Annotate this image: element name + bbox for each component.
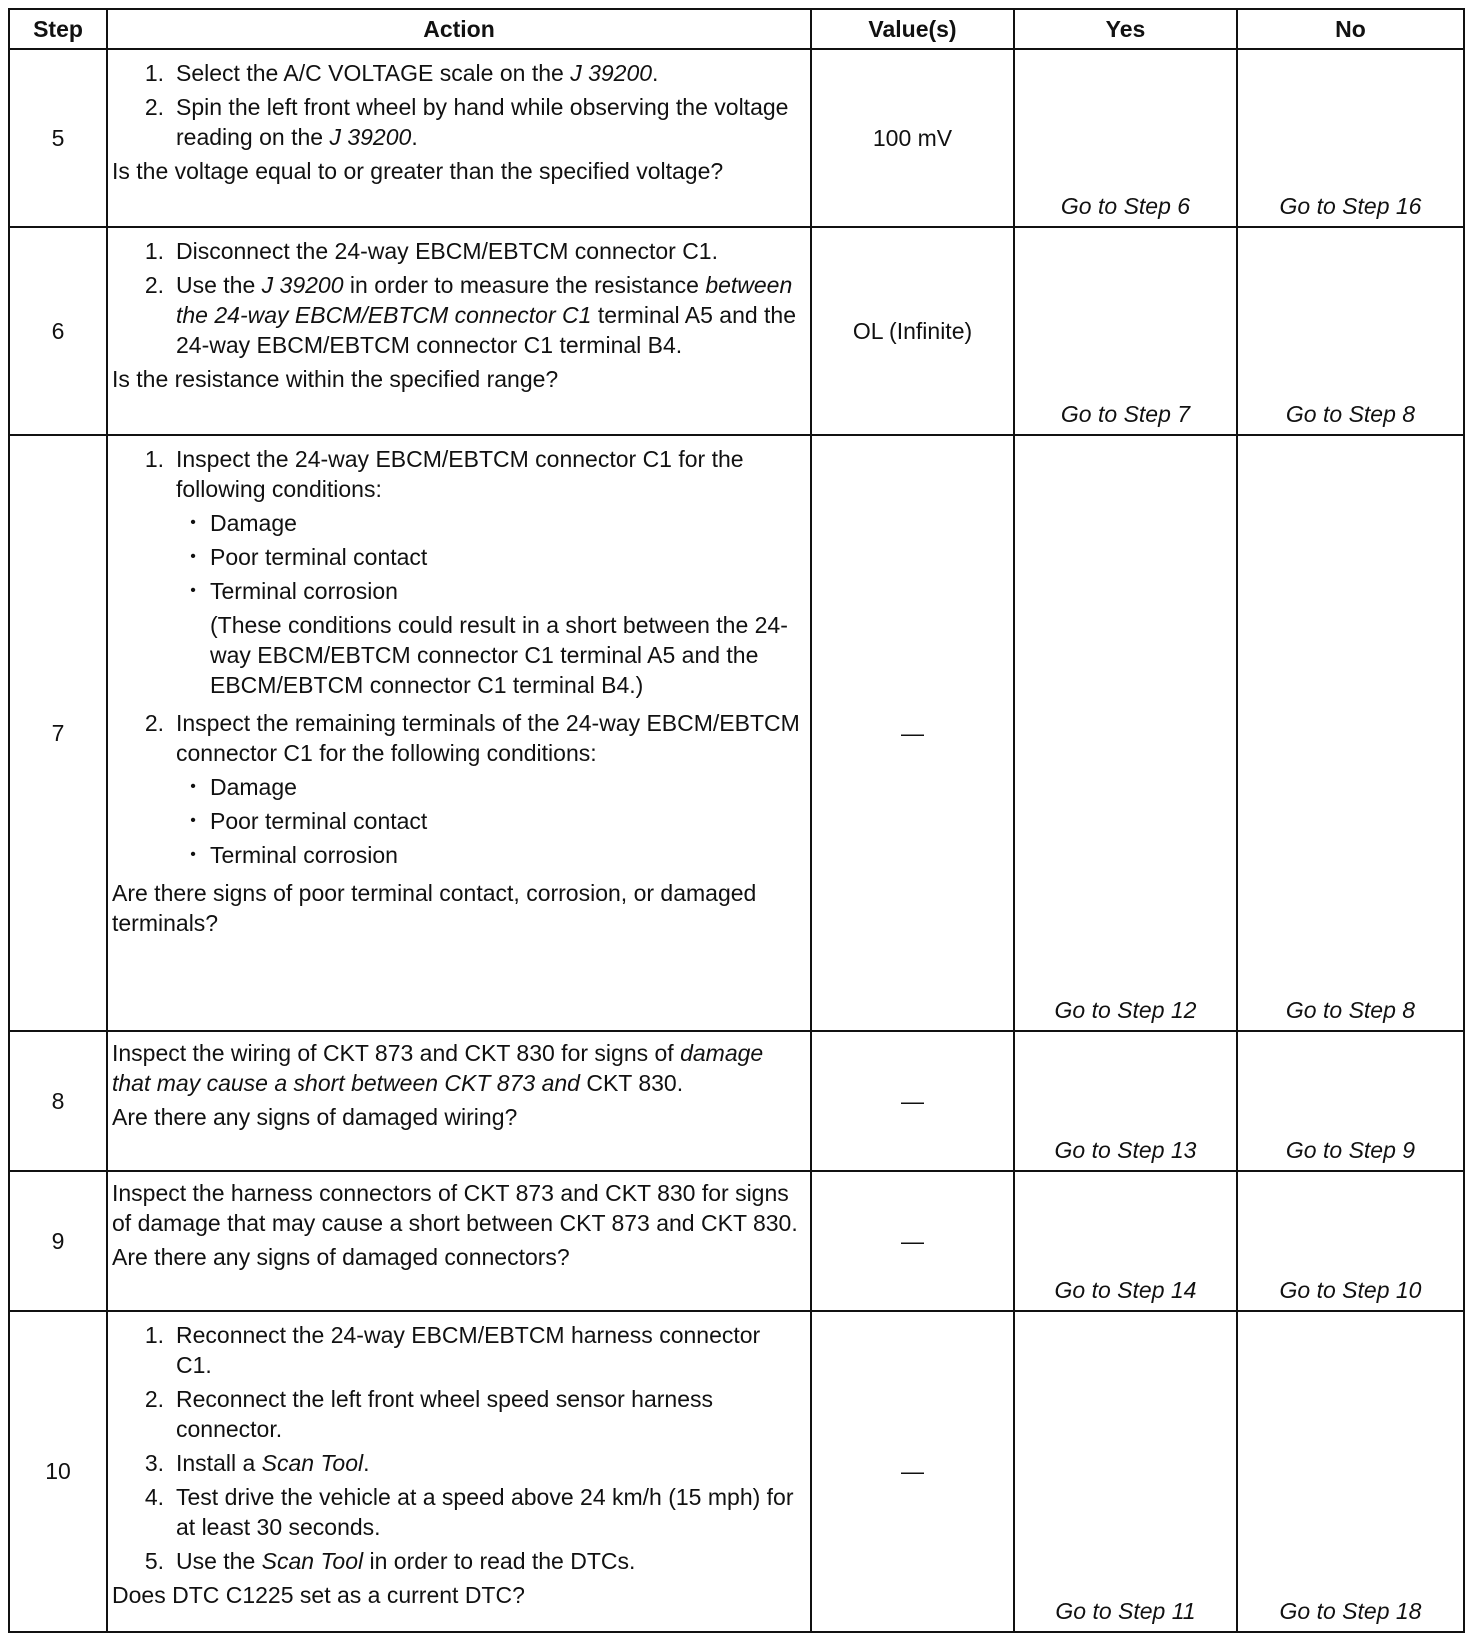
item-text: Reconnect the left front wheel speed sensor harness connector. [176, 1386, 713, 1442]
item-number: 2. [144, 710, 164, 736]
action-text: Inspect the wiring of CKT 873 and CKT 830 for signs of damage that may cause a short between CKT 873 and CKT 830. [112, 1040, 764, 1096]
table-row-step-5 [9, 49, 1464, 227]
item-body [176, 444, 802, 704]
step-number: 7 [9, 435, 107, 1031]
bullet-icon: • [190, 812, 196, 829]
value-cell: — [811, 1171, 1014, 1311]
bullet-icon: • [190, 514, 196, 531]
step-number: 9 [9, 1171, 107, 1311]
tool-name: J 39200 [261, 272, 344, 298]
action-item [112, 1482, 802, 1542]
action-cell [107, 435, 811, 1031]
action-item [112, 708, 802, 874]
tool-name: J 39200 [329, 124, 412, 150]
item-number: 2. [144, 94, 164, 120]
no-cell: Go to Step 10 [1237, 1171, 1464, 1311]
item-number: 1. [144, 446, 164, 472]
item-text: Install a Scan Tool. [176, 1450, 370, 1476]
bullet-item: • Damage [176, 508, 802, 538]
item-number: 5. [144, 1548, 164, 1574]
no-cell: Go to Step 9 [1237, 1031, 1464, 1171]
condition-note: (These conditions could result in a short between the 24-way EBCM/EBTCM connector C1 terminal A5 and the EBCM/EBTCM connector C1 terminal B4.) [210, 612, 788, 698]
yes-cell: Go to Step 12 [1014, 435, 1237, 1031]
item-text: Test drive the vehicle at a speed above 24 km/h (15 mph) for at least 30 seconds. [176, 1484, 794, 1540]
item-text: Spin the left front wheel by hand while observing the voltage reading on the J 39200. [176, 94, 789, 150]
item-number: 2. [144, 272, 164, 298]
item-number: 4. [144, 1484, 164, 1510]
action-text: Inspect the harness connectors of CKT 873 and CKT 830 for signs of damage that may cause a short between CKT 873 and CKT 830. [112, 1180, 798, 1236]
bullet-item: • Terminal corrosion [176, 576, 802, 606]
bullet-icon: • [190, 548, 196, 565]
header-yes: Yes [1014, 9, 1237, 49]
tool-name: Scan Tool [261, 1450, 364, 1476]
action-item [112, 444, 802, 704]
table-row-step-10 [9, 1311, 1464, 1632]
step-number: 8 [9, 1031, 107, 1171]
yes-cell: Go to Step 7 [1014, 227, 1237, 435]
header-values: Value(s) [811, 9, 1014, 49]
header-step: Step [9, 9, 107, 49]
yes-cell: Go to Step 13 [1014, 1031, 1237, 1171]
bullet-icon: • [190, 846, 196, 863]
action-item [112, 1320, 802, 1380]
no-cell: Go to Step 16 [1237, 49, 1464, 227]
action-cell [107, 49, 811, 227]
header-no: No [1237, 9, 1464, 49]
action-item [112, 92, 802, 152]
bullet-item: • Poor terminal contact [176, 806, 802, 836]
value-cell: — [811, 1311, 1014, 1632]
table-row-step-7 [9, 435, 1464, 1031]
action-item [112, 1384, 802, 1444]
header-action: Action [107, 9, 811, 49]
item-number: 2. [144, 1386, 164, 1412]
item-number: 1. [144, 1322, 164, 1348]
tool-name: J 39200 [570, 60, 653, 86]
item-text: Inspect the 24-way EBCM/EBTCM connector C1 for the following conditions: [176, 446, 744, 502]
yes-cell: Go to Step 14 [1014, 1171, 1237, 1311]
item-body [176, 708, 802, 874]
yes-cell: Go to Step 11 [1014, 1311, 1237, 1632]
action-item [112, 236, 802, 266]
step-number: 5 [9, 49, 107, 227]
no-cell: Go to Step 18 [1237, 1311, 1464, 1632]
tool-name: Scan Tool [261, 1548, 364, 1574]
no-cell: Go to Step 8 [1237, 227, 1464, 435]
value-cell: — [811, 435, 1014, 1031]
action-item [112, 1546, 802, 1576]
item-text: Use the Scan Tool in order to read the DTCs. [176, 1548, 636, 1574]
no-cell: Go to Step 8 [1237, 435, 1464, 1031]
bullet-icon: • [190, 582, 196, 599]
diagnostic-table [8, 8, 1465, 1633]
item-text: Use the J 39200 in order to measure the resistance between the 24-way EBCM/EBTCM connector C1 terminal A5 and the 24-way EBCM/EBTCM connector C1 terminal B4. [176, 272, 797, 358]
action-cell [107, 1031, 811, 1171]
bullet-item: • Terminal corrosion [176, 840, 802, 870]
action-question: Are there any signs of damaged connectors? [112, 1244, 570, 1270]
step-number: 6 [9, 227, 107, 435]
action-question: Is the voltage equal to or greater than the specified voltage? [112, 158, 724, 184]
item-number: 1. [144, 238, 164, 264]
bullet-item: • Poor terminal contact [176, 542, 802, 572]
action-item [112, 58, 802, 88]
bullet-item: • Damage [176, 772, 802, 802]
value-cell: — [811, 1031, 1014, 1171]
action-question: Are there signs of poor terminal contact, corrosion, or damaged terminals? [112, 880, 757, 936]
item-number: 1. [144, 60, 164, 86]
action-question: Does DTC C1225 set as a current DTC? [112, 1582, 525, 1608]
header-row [9, 9, 1464, 49]
yes-cell: Go to Step 6 [1014, 49, 1237, 227]
action-cell [107, 1171, 811, 1311]
item-text: Select the A/C VOLTAGE scale on the J 39200. [176, 60, 659, 86]
action-item [112, 1448, 802, 1478]
item-number: 3. [144, 1450, 164, 1476]
action-question: Is the resistance within the specified range? [112, 366, 559, 392]
value-cell: OL (Infinite) [811, 227, 1014, 435]
action-question: Are there any signs of damaged wiring? [112, 1104, 518, 1130]
table-row-step-9 [9, 1171, 1464, 1311]
table-row-step-8 [9, 1031, 1464, 1171]
table-row-step-6 [9, 227, 1464, 435]
action-item [112, 270, 802, 360]
bullet-icon: • [190, 778, 196, 795]
action-cell [107, 227, 811, 435]
item-text: Inspect the remaining terminals of the 24-way EBCM/EBTCM connector C1 for the following conditions: [176, 710, 800, 766]
value-cell: 100 mV [811, 49, 1014, 227]
item-text: Reconnect the 24-way EBCM/EBTCM harness connector C1. [176, 1322, 761, 1378]
step-number: 10 [9, 1311, 107, 1632]
item-text: Disconnect the 24-way EBCM/EBTCM connector C1. [176, 238, 718, 264]
action-cell [107, 1311, 811, 1632]
